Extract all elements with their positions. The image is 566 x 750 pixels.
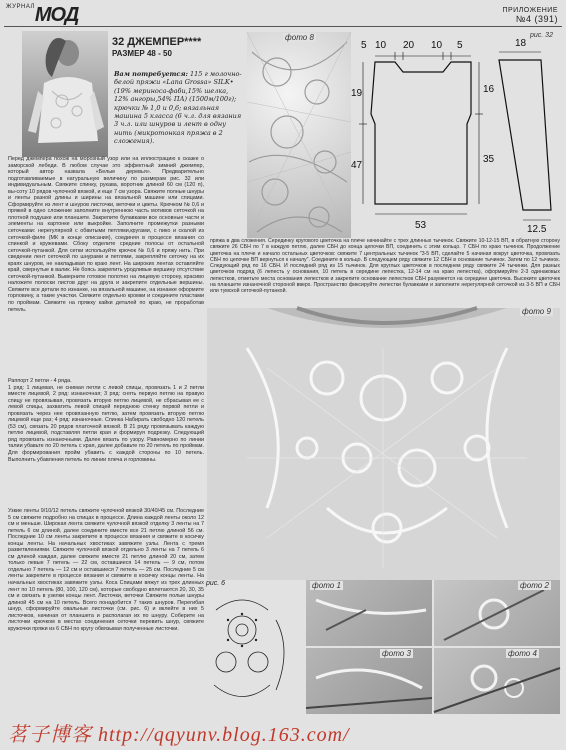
paragraph-intro: Перед джемпера похож на морозный узор или на иллюстрацию к сказке о заморской лебеди. В любом случае это эффектный зимний джемпер, который автор назвала «Белые деревья». Предварительно подготавливаемые в натуральную величину по размерам рис. 32 или индивидуальным. Свяжите спинку, рукава, воротник длиной 60 см (120 п), вы-соту 10 рядов чулочной вязкой, и еще 7 см узора. Свяжите полные шнуры и ленты разной длины и ширины на вязальной машине или спицами. Сформируйте из лент и шнуров листочки, веточки и цветы. Крючком № 0,6 и пряжей в одно сложение заполните внутреннюю часть мотивов сеточкой на плотной подушке или планшете. Закрепите булавками все основные части и элементы на картонке или выкройке. Заполните промежутки разными сеточками: нерегулярной с обвитыми петлями,кругами, с пико и скалой из сеточкой-филе (МК в конце описания), соединяя в процессе вязания со спинкой и кружевами. Сбоку отделите средние полосы от остальной сеточкой-путанкой. Для сетки используйте крючок № 0,6 и пряжу нить. При сведении лент сеточкой по шнурами и петлями, закрепляйте сеточку на их краях шнуров, не накладывая по краю лент. На широких лентах оставляйте край, свернутые в валик. Не боясь закрепить уродливые вершину отсутствие сеточкой-путанкой. Выверните готовое полотно на лицевую сторону, красиво наложите полоски листов друг на друга и закрепите отдельные вершины. Свяжите все детали по изнанке, на вязальной машине, на изнанке оформите горловину, а такие участки. Свяжите отдельно кромки и соедините пластами по проймам. Свяжите на пряжку кайки деталей по краю, не проработав петель. [8, 156, 204, 313]
dim-bottom: 53 [415, 220, 427, 231]
photo-8-label: фото 8 [285, 33, 314, 42]
header-rule [4, 26, 562, 27]
diagram-ris-6 [206, 590, 302, 714]
materials-label: Вам потребуется: [114, 70, 188, 78]
pattern-schematic [351, 32, 560, 237]
photo-9-label: фото 9 [522, 307, 551, 316]
instructions-column-2 [8, 378, 204, 506]
photo-3 [306, 648, 432, 714]
photo-1-label: фото 1 [312, 581, 341, 590]
materials-block [114, 70, 242, 146]
article-title: 32 ДЖЕМПЕР**** [112, 36, 202, 48]
photo-3-label: фото 3 [382, 649, 411, 658]
materials-text: 115 г молочно-белой пряжи «Lana Grossa» SILK• (19% мериноса-фаби,15% шелка, 12% ангоры,54% ПА) (1500м/100г); крючки № 1,0 и 0,6; вязальная машина 5 класса (6 ч.л. для вязания 3 ч.л. или шнуров и лент в одну нить (микротонкая пряжа в 2 сложения). [114, 70, 242, 146]
photo-2-label: фото 2 [520, 581, 549, 590]
photo-4-label: фото 4 [508, 649, 537, 658]
dim-left-lower: 47 [351, 160, 363, 171]
instructions-wide [210, 238, 560, 304]
dim-right-upper: 16 [483, 84, 495, 95]
paragraph-flowers: пряжа в два сложения. Серединку кругового цветочка на плече начинайте с трех длинных тычинок. Свяжите 10-12-15 ВП, в обратную сторону свяжите 26 СБН по 7 в каждую петлю, далее СБН до конца цепочки ВП, соединить с этим кольцо. 7 СБН по краю тычинок. Продолжение цветочка на плече и начало остальных цветочков: свяжите 7 центральных тычинок "3-5 ВП, сделайте 5 начиная вокруг цветочка, провязать СБН по цепочке ВП вернуться к началу". Соедините в кольцо. В следующем ряду свяжите 12 СБН в основание тычинок. Затем по 12 тычинок. Следующий ряд по 16 СБН. И последний ряд из 15 тычинок. Для круглых цветочков в последнем ряду свяжите 24 тычинки. Для разных цветочков подряд (6 лепесть у основания, 10 петель в середине лепестка, 12-14 см на краю лепестка), оформируйте 2-3 одинаковых лепестков, отметьте места основания лепестков и закрепите основание лепестков СБН разумеется на середине цветочка. Высеките цветочек на планшете изнаночной стороной вверх. Пространство фиксируйте лепестки булавками и заполните нерегулярной сеточкой из 3-5 ВП и СБН или тумской сеточкой-путанкой. [210, 238, 560, 295]
photo-8 [247, 32, 351, 238]
issue-number: №4 (391) [515, 14, 558, 24]
dim-sleeve-top: 18 [515, 38, 527, 49]
blog-watermark: 茗子博客 http://qqyunv.blog.163.com/ [8, 724, 350, 746]
instructions-column-3 [8, 508, 204, 716]
ris-6-label: рис. 6 [206, 580, 226, 587]
logo-prefix: ЖУРНАЛ [6, 4, 35, 10]
photo-4 [434, 648, 560, 714]
dim-right-lower: 35 [483, 154, 495, 165]
magazine-logo [6, 4, 78, 27]
instructions-column-1 [8, 156, 204, 376]
ris-32-label: рис. 32 [530, 32, 553, 39]
paragraph-ribbons: Узкие ленты 9/10/12 петель свяжите чулочной вязкой 30/40/45 см. Последние 5 см свяжите подробно на спицах в процессе. Длина каждой ленты около 12 см и меньше. Широкая лента свяжите чулочной вязкой отделку 3 ленты на 7 петель 6 см длиной, далее соедините вместе все 21 петлю длиной 56 см. Последние 10 см ленты закрепите в процессе вязания и свяжите в косичку концы ленты. На начальных хвостиках завяжите узлы. Лента с тремя разветвлениями. Свяжите чулочной вязкой отдельно 3 ленты на 7 петель 6 см длиной каждая, далее свяжите вместе 21 петлю длиной 20 см, затем только левые 7 петель — 22 см, оставшиеся 14 петель — 9 см, потом отдельно 7 петель — 12 см и оставшиеся 7 петель — 25 см. Последние 5 см ленты закрепите в процессе вязания и свяжите в косичку концы ленты. На начальных хвостиках завяжите узлы. Коса Спицами вяжут из трех длинных лент по 10 петель (80, 100, 120 см), которые свободно вплетаются 20, 30, 35 см и связать в узелки концы лент. Листочки, веточки Свяжите полые шнуры длиной 45 см на 10 петель. Всего понадобится 7 таких шнуров. Перегибая шнур, сформируйте овальные листочки (см. рис. 6) и вклейте в них 5 листочков, начиная от планшета и располагая их по шнуру. Соберите на листочки крючком в местах соединения сеточки перевить шнур, свяжите кружочки пряжи из 6 СБН по кругу обвязывая полученные листочки. [8, 508, 204, 632]
dim-left-upper: 19 [351, 88, 363, 99]
dim-top-3: 20 [403, 40, 415, 51]
paragraph-rapport: Раппорт 2 петли - 4 ряда. 1 ряд: 1 лицевая, не снимая петли с левой спицы, провязать 1 и 2 петли вместе лицевой, 2 ряд: изнаночная; 3 ряд: снять первую петлю на правую спицу не провязывая, провязать вторую петлю лицевой, не сбрасывая ее с левой спицы, захватить левой спицей переднюю стенку первой петли и провязать через нее провязанную петлю, затем провязать вторую петлю лицевой еще раз; 4 ряд: изнаночные. Спинка Набирать свободно 120 петель (53 см), связать 20 рядов платочной вязкой. В 21 ряду провязывать каждую петлю лицевой, подставляя петли края и формируя подрезку. Следующий ряд провязать изнаночными. Далее вязать по узору. Равномерно по линии талии убавьте по 20 петель с края, далее добавьте по 20 петель по проймам. Для формирования пройм убавить с каждой стороны по 10 петель. Выполнить убавления петель по линии плеча и горловины. [8, 378, 204, 463]
dim-sleeve-bottom: 12.5 [527, 224, 547, 235]
dim-top-1: 5 [361, 40, 367, 51]
dim-top-5: 5 [457, 40, 463, 51]
model-photo [22, 31, 108, 157]
issue-info [502, 6, 558, 24]
supplement-label: ПРИЛОЖЕНИЕ [502, 7, 558, 14]
logo-text: МОД [34, 4, 79, 26]
article-size: РАЗМЕР 48 - 50 [112, 49, 172, 58]
dim-top-4: 10 [431, 40, 443, 51]
dim-top-2: 10 [375, 40, 387, 51]
photo-9 [207, 308, 560, 580]
